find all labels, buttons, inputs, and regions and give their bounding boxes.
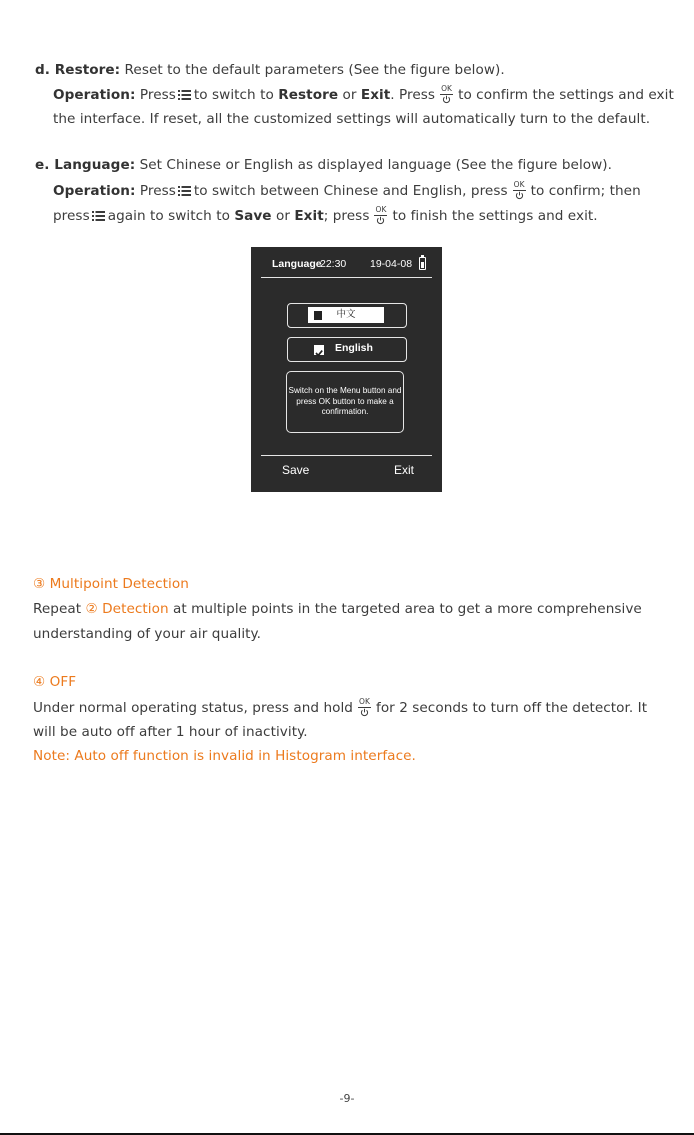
ok-power-button-icon: OK [512,182,527,200]
screen-time: 22:30 [320,258,347,270]
checkbox-checked-icon [314,345,324,355]
menu-lines-icon [178,90,191,100]
battery-icon [419,257,426,270]
exit-keyword: Exit [294,208,324,224]
menu-lines-icon [92,211,105,221]
restore-operation-line: Operation: Press to switch to Restore or Exit. Press OK to confirm the settings and exit [53,84,674,103]
exit-keyword: Exit [360,87,391,103]
unchecked-box-icon [314,311,322,320]
off-note: Note: Auto off function is invalid in Histogram interface. [33,748,416,764]
restore-heading: d. Restore: [35,62,121,78]
option-chinese-label: 中文 [308,307,384,323]
detection-reference: ② Detection [85,601,169,617]
menu-lines-icon [178,186,191,196]
off-line-1: Under normal operating status, press and hold OK for 2 seconds to turn off the detector. It [33,697,648,716]
option-chinese [287,303,407,328]
language-line-3: press again to switch to Save or Exit; press OK to finish the settings and exit. [53,205,598,224]
screen-header [251,258,442,272]
screen-divider [261,277,432,278]
operation-label: Operation: [53,183,136,199]
option-english [287,337,407,362]
multipoint-line-2: understanding of your air quality. [33,626,262,642]
save-keyword: Save [234,208,272,224]
screen-title: Language [272,258,322,270]
page-number: -9- [339,1092,355,1105]
ok-power-button-icon: OK [373,207,388,225]
multipoint-line-1: Repeat ② Detection at multiple points in the targeted area to get a more comprehensive [33,601,642,617]
screen-date: 19-04-08 [370,258,413,270]
option-english-label: English [335,342,373,354]
language-description: Set Chinese or English as displayed language (See the figure below). [135,157,613,173]
device-screen-figure [251,247,442,492]
operation-label: Operation: [53,87,136,103]
restore-title-line [35,62,505,78]
restore-keyword: Restore [278,87,339,103]
ok-power-button-icon: OK [357,699,372,717]
restore-description: Reset to the default parameters (See the figure below). [120,62,505,78]
language-heading: e. Language: [35,157,136,173]
help-message-box: Switch on the Menu button and press OK button to make a confirmation. [286,371,404,433]
exit-softkey: Exit [394,463,415,477]
ok-power-button-icon: OK [439,86,454,104]
multipoint-heading: ③ Multipoint Detection [33,576,189,592]
language-operation-line: Operation: Press to switch between Chinese and English, press OK to confirm; then [53,180,641,199]
language-title-line [35,157,612,173]
restore-line-3: the interface. If reset, all the customized settings will automatically turn to the default. [53,111,651,127]
save-softkey: Save [282,463,310,477]
off-line-2: will be auto off after 1 hour of inactivity. [33,724,308,740]
screen-divider [261,455,432,456]
off-heading: ④ OFF [33,674,77,690]
